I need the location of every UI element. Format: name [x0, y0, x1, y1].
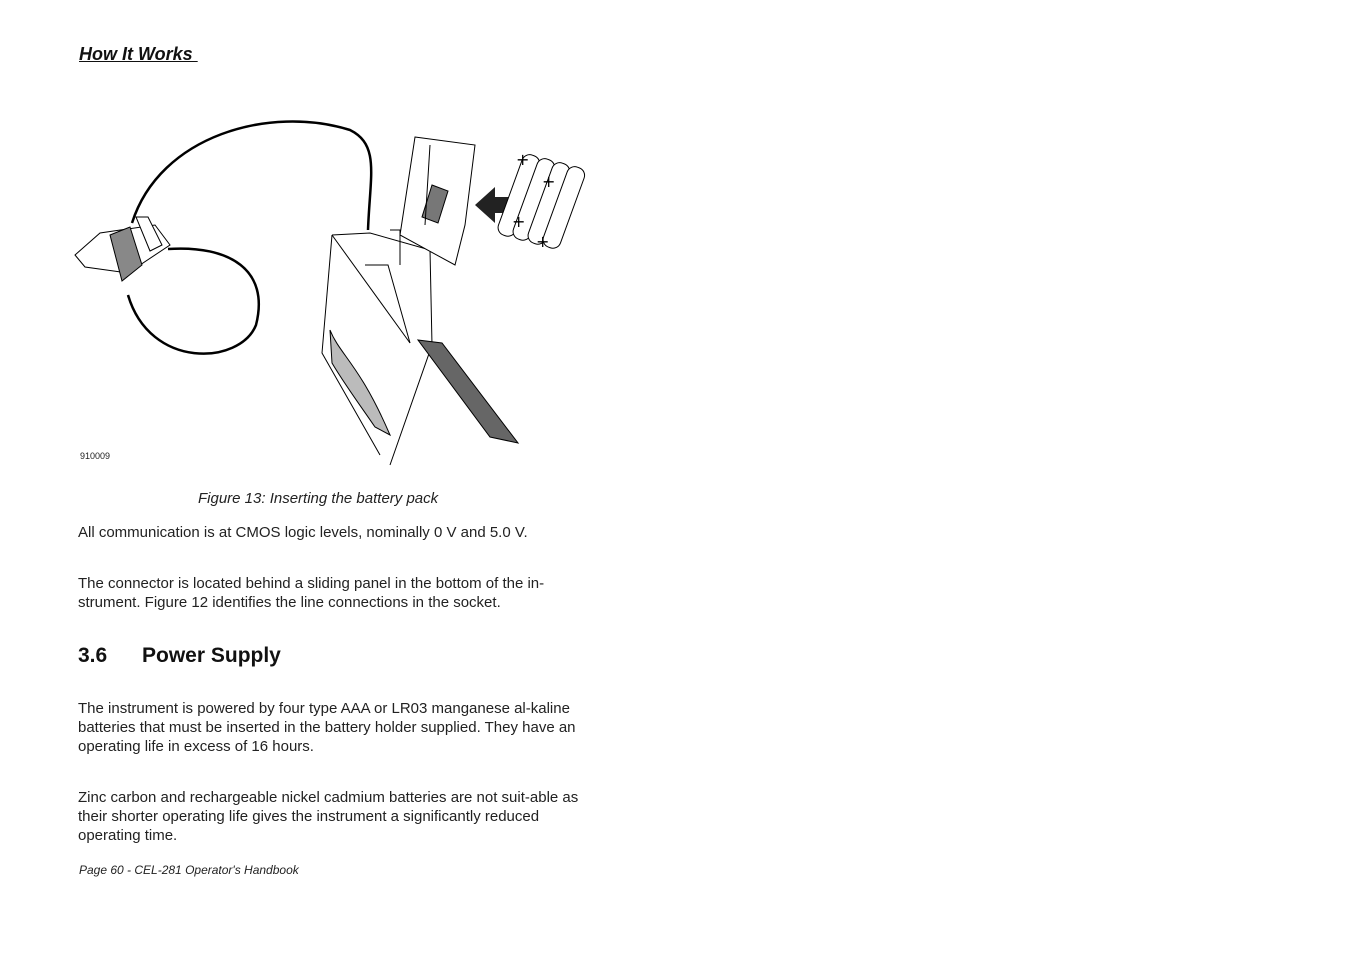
- svg-text:+: +: [542, 172, 556, 191]
- svg-text:+: +: [516, 150, 530, 169]
- figure-caption: Figure 13: Inserting the battery pack: [198, 490, 439, 507]
- figure-id: 910009: [80, 451, 111, 461]
- page-header: How It Works: [79, 44, 198, 64]
- battery-pack-illustration: [70, 105, 590, 467]
- svg-text:+: +: [536, 232, 550, 251]
- paragraph: The connector is located behind a sliding panel in the bottom of the in-strument. Figure 12 identifies the line connections in the socket.: [78, 575, 545, 611]
- paragraph: The instrument is powered by four type AAA or LR03 manganese al-kaline batteries that must be inserted in the battery holder supplied. They have an operating life in excess of 16 hours.: [78, 700, 576, 755]
- paragraph: Zinc carbon and rechargeable nickel cadmium batteries are not suit-able as their shorter operating life gives the instrument a significantly reduced operating time.: [78, 789, 579, 844]
- section-heading: [78, 644, 281, 668]
- section-title: Power Supply: [142, 644, 281, 667]
- svg-text:+: +: [512, 212, 526, 231]
- page-footer: Page 60 - CEL-281 Operator's Handbook: [79, 863, 299, 877]
- paragraph: All communication is at CMOS logic levels, nominally 0 V and 5.0 V.: [78, 524, 528, 541]
- section-number: 3.6: [78, 644, 108, 667]
